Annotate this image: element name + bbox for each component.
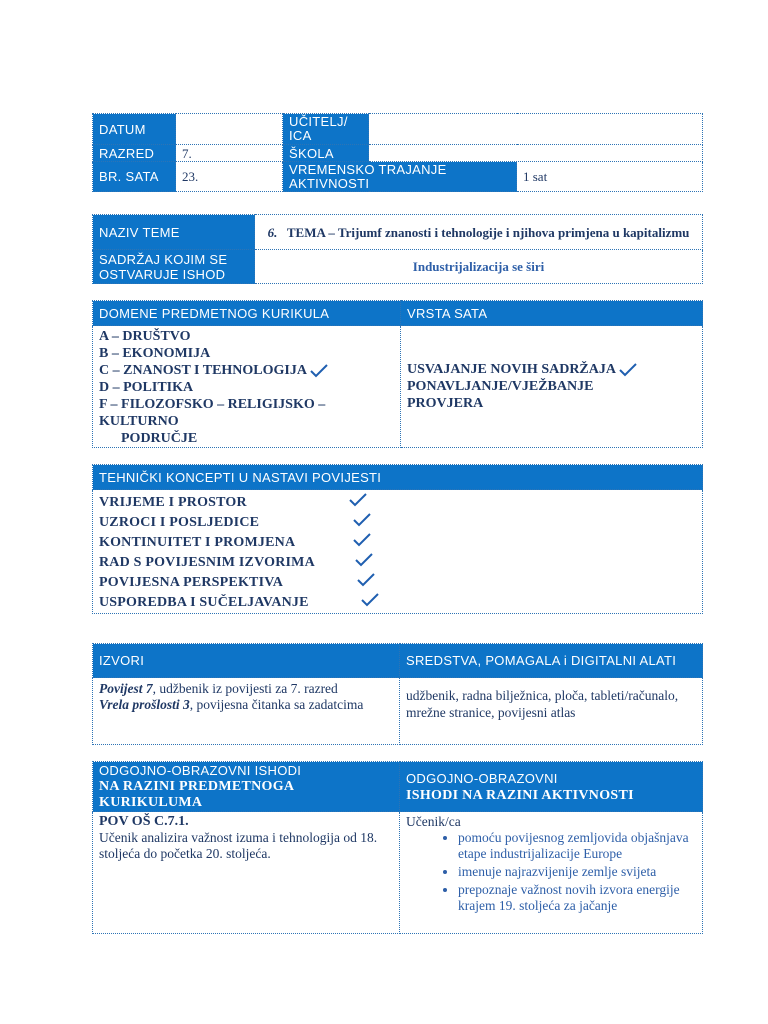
sadrzaj-label: SADRŽAJ KOJIM SE OSTVARUJE ISHOD xyxy=(93,250,255,284)
domena-c: C – ZNANOST I TEHNOLOGIJA xyxy=(99,363,307,378)
domena-d: D – POLITIKA xyxy=(99,380,194,395)
sredstva-header: SREDSTVA, POMAGALA i DIGITALNI ALATI xyxy=(400,644,703,678)
ishodi-left-header: ODGOJNO-OBRAZOVNI ISHODI NA RAZINI PREDMETNOGA KURIKULUMA xyxy=(93,762,400,812)
aktivnost-item: • pomoću povijesnog zemljovida objašnjava etape industrijalizacije Europe xyxy=(458,830,696,862)
checkmark-icon xyxy=(357,573,375,587)
naziv-teme-label: NAZIV TEME xyxy=(93,215,255,250)
koncepti-list xyxy=(93,490,703,614)
checkmark-icon xyxy=(310,364,328,378)
izvori-table xyxy=(92,643,703,745)
vrsta-provjera: PROVJERA xyxy=(407,396,484,411)
trajanje-value[interactable]: 1 sat xyxy=(517,162,703,192)
koncept-row xyxy=(99,513,696,533)
brsata-value[interactable]: 23. xyxy=(176,162,283,192)
koncept-vrijeme: VRIJEME I PROSTOR xyxy=(99,495,247,510)
vrsta-usvajanje-row xyxy=(407,361,696,378)
sredstva-content: udžbenik, radna bilježnica, ploča, tableti/računalo, mrežne stranice, povijesni atlas xyxy=(400,678,703,745)
domene-header: DOMENE PREDMETNOG KURIKULA xyxy=(93,301,401,326)
koncept-perspektiva: POVIJESNA PERSPEKTIVA xyxy=(99,575,284,590)
brsata-label: BR. SATA xyxy=(93,162,176,192)
izvor-udzbenik: Povijest 7, udžbenik iz povijesti za 7. razred xyxy=(99,681,338,696)
naziv-teme-value xyxy=(255,215,703,250)
vrsta-usvajanje: USVAJANJE NOVIH SADRŽAJA xyxy=(407,362,616,377)
checkmark-icon xyxy=(619,363,637,377)
vrsta-sata-header: VRSTA SATA xyxy=(401,301,703,326)
domene-list xyxy=(93,326,401,448)
datum-label: DATUM xyxy=(93,114,176,145)
info-table xyxy=(92,113,703,192)
tema-table xyxy=(92,214,703,284)
datum-value[interactable] xyxy=(176,114,283,145)
ishodi-right-header: ODGOJNO-OBRAZOVNI ISHODI NA RAZINI AKTIVNOSTI xyxy=(400,762,703,812)
vrsta-sata-list xyxy=(401,326,703,448)
razred-label: RAZRED xyxy=(93,145,176,162)
checkmark-icon xyxy=(353,533,371,547)
koncept-row xyxy=(99,493,696,513)
koncepti-header: TEHNIČKI KONCEPTI U NASTAVI POVIJESTI xyxy=(93,465,703,490)
ucitelj-value[interactable] xyxy=(369,114,703,145)
izvori-header: IZVORI xyxy=(93,644,400,678)
koncept-usporedba: USPOREDBA I SUČELJAVANJE xyxy=(99,595,309,610)
ishodi-left-content xyxy=(93,812,400,934)
domena-b: B – EKONOMIJA xyxy=(99,346,211,361)
koncept-row xyxy=(99,573,696,593)
koncept-row xyxy=(99,533,696,553)
koncept-row xyxy=(99,593,696,613)
trajanje-label: VREMENSKO TRAJANJE AKTIVNOSTI xyxy=(283,162,517,192)
aktivnost-item: • prepoznaje važnost novih izvora energije krajem 19. stoljeća za jačanje xyxy=(458,882,696,914)
ishod-text: Učenik analizira važnost izuma i tehnologija od 18. stoljeća do početka 20. stoljeća. xyxy=(99,830,378,861)
skola-value[interactable] xyxy=(369,145,703,162)
koncept-uzroci: UZROCI I POSLJEDICE xyxy=(99,515,260,530)
ucenik-label: Učenik/ca xyxy=(406,814,461,829)
aktivnosti-list xyxy=(406,830,696,914)
naziv-teme-number: 6. xyxy=(267,224,278,240)
koncept-row xyxy=(99,553,696,573)
izvori-content xyxy=(93,678,400,745)
ishodi-right-content xyxy=(400,812,703,934)
domena-c-row xyxy=(99,362,394,379)
vrsta-ponavljanje: PONAVLJANJE/VJEŽBANJE xyxy=(407,379,594,394)
checkmark-icon xyxy=(361,593,379,607)
checkmark-icon xyxy=(355,553,373,567)
koncept-rad: RAD S POVIJESNIM IZVORIMA xyxy=(99,555,315,570)
ishod-code: POV OŠ C.7.1. xyxy=(99,814,189,829)
naziv-teme-text: TEMA – Trijumf znanosti i tehnologije i njihova primjena u kapitalizmu xyxy=(286,224,690,240)
aktivnost-item: • imenuje najrazvijenije zemlje svijeta xyxy=(458,864,696,880)
razred-value[interactable]: 7. xyxy=(176,145,283,162)
domena-f-cont: PODRUČJE xyxy=(121,431,198,446)
domena-a: A – DRUŠTVO xyxy=(99,329,191,344)
domena-f: F – FILOZOFSKO – RELIGIJSKO – KULTURNO xyxy=(99,397,326,429)
sadrzaj-value: Industrijalizacija se širi xyxy=(255,250,703,284)
koncept-kontinuitet: KONTINUITET I PROMJENA xyxy=(99,535,296,550)
koncepti-table xyxy=(92,464,703,614)
checkmark-icon xyxy=(353,513,371,527)
ishodi-table xyxy=(92,761,703,934)
skola-label: ŠKOLA xyxy=(283,145,369,162)
ucitelj-label: UČITELJ/ ICA xyxy=(283,114,369,145)
domene-table xyxy=(92,300,703,448)
checkmark-icon xyxy=(349,493,367,507)
izvor-citanka: Vrela prošlosti 3, povijesna čitanka sa zadatcima xyxy=(99,697,364,712)
